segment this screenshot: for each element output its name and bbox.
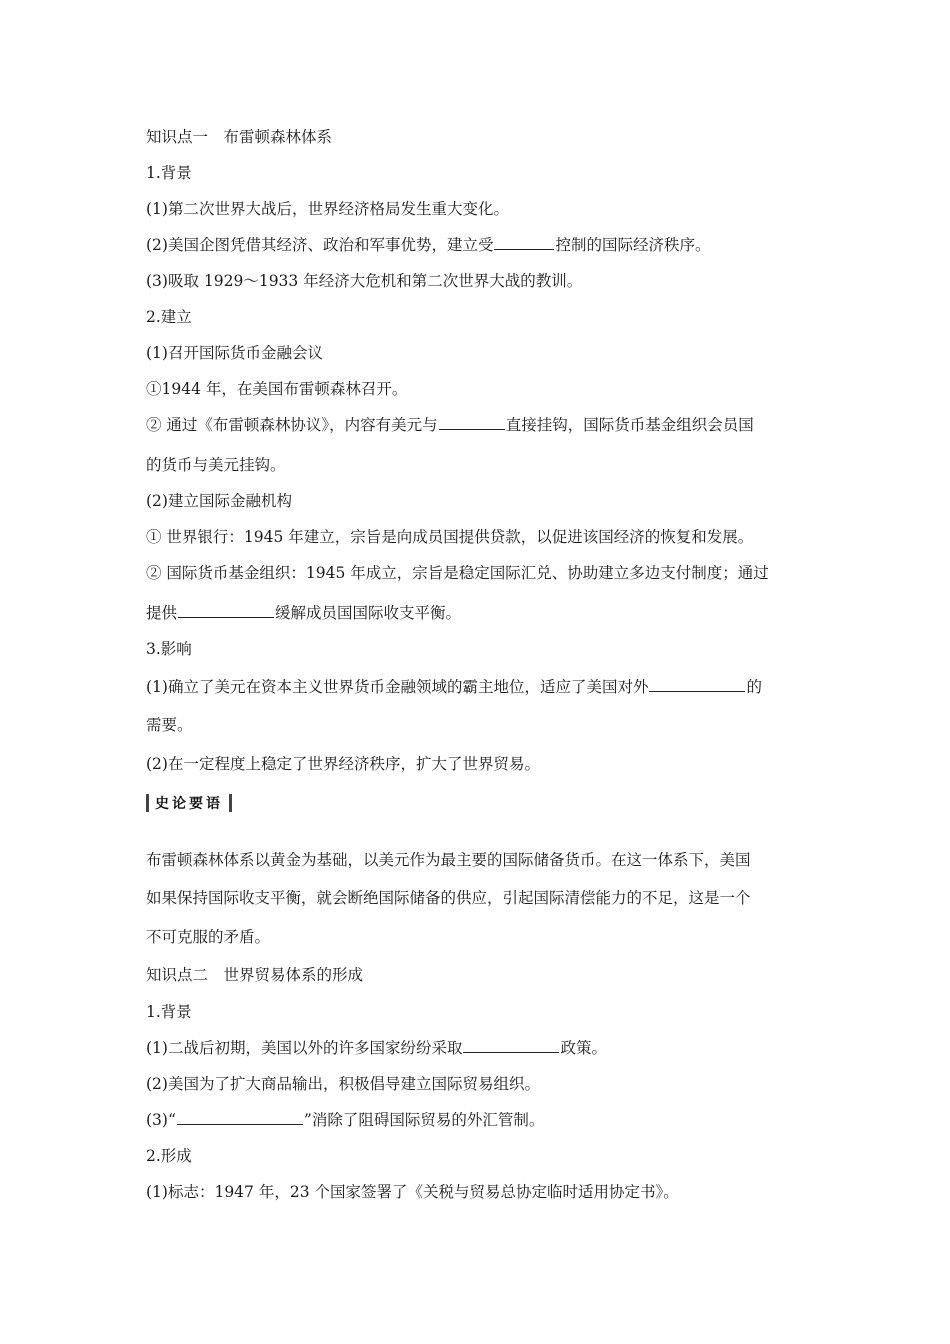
text-segment: 的 — [746, 678, 762, 696]
paragraph-line: 需要。 — [146, 716, 193, 734]
paragraph-line — [146, 677, 810, 697]
text-segment: (1)二战后初期，美国以外的许多国家纷纷采取 — [146, 1039, 463, 1057]
subheading: 3.影响 — [146, 640, 192, 658]
text-segment: 提供 — [146, 604, 178, 622]
text-segment: (2)美国企图凭借其经济、政治和军事优势，建立受 — [146, 236, 494, 254]
fill-in-blank[interactable] — [439, 415, 505, 430]
text-segment: ”消除了阻碍国际贸易的外汇管制。 — [303, 1111, 545, 1129]
paragraph-line: ② 国际货币基金组织：1945 年成立，宗旨是稳定国际汇兑、协助建立多边支付制度；通过 — [146, 564, 769, 582]
quote-line: 不可克服的矛盾。 — [146, 928, 271, 946]
paragraph-line: ①1944 年，在美国布雷顿森林召开。 — [146, 380, 408, 398]
paragraph-line: (3)吸取 1929～1933 年经济大危机和第二次世界大战的教训。 — [146, 272, 583, 290]
paragraph-line — [146, 235, 810, 255]
paragraph-line — [146, 415, 810, 435]
quote-badge — [146, 792, 232, 814]
text-segment: 缓解成员国国际收支平衡。 — [275, 604, 462, 622]
fill-in-blank[interactable] — [177, 1110, 303, 1125]
text-segment: (3)“ — [146, 1111, 176, 1129]
subheading: 2.形成 — [146, 1147, 192, 1165]
paragraph-line: (2)建立国际金融机构 — [146, 492, 292, 510]
badge-bar-right — [229, 794, 232, 812]
paragraph-line: (1)第二次世界大战后，世界经济格局发生重大变化。 — [146, 200, 509, 218]
subheading: 1.背景 — [146, 164, 192, 182]
quote-line: 布雷顿森林体系以黄金为基础，以美元作为最主要的国际储备货币。在这一体系下，美国 — [146, 851, 751, 869]
text-segment: 控制的国际经济秩序。 — [555, 236, 711, 254]
paragraph-line — [146, 1110, 810, 1130]
paragraph-line: (2)美国为了扩大商品输出，积极倡导建立国际贸易组织。 — [146, 1075, 540, 1093]
paragraph-line: 的货币与美元挂钩。 — [146, 456, 286, 474]
paragraph-line: (1)标志：1947 年，23 个国家签署了《关税与贸易总协定临时适用协定书》。 — [146, 1183, 679, 1201]
paragraph-line — [146, 603, 810, 623]
paragraph-line — [146, 1038, 810, 1058]
text-segment: (1)确立了美元在资本主义世界货币金融领域的霸主地位，适应了美国对外 — [146, 678, 649, 696]
badge-label: 史论要语 — [155, 796, 223, 812]
paragraph-line: (1)召开国际货币金融会议 — [146, 344, 323, 362]
paragraph-line: ① 世界银行：1945 年建立，宗旨是向成员国提供贷款，以促进该国经济的恢复和发展。 — [146, 528, 754, 546]
text-segment: 政策。 — [560, 1039, 607, 1057]
fill-in-blank[interactable] — [649, 677, 745, 692]
section-heading: 知识点一 布雷顿森林体系 — [146, 128, 333, 146]
subheading: 1.背景 — [146, 1003, 192, 1021]
section-heading: 知识点二 世界贸易体系的形成 — [146, 966, 364, 984]
paragraph-line: (2)在一定程度上稳定了世界经济秩序，扩大了世界贸易。 — [146, 755, 540, 773]
text-segment: 直接挂钩，国际货币基金组织会员国 — [505, 416, 754, 434]
subheading: 2.建立 — [146, 308, 192, 326]
text-segment: ② 通过《布雷顿森林协议》，内容有美元与 — [146, 416, 438, 434]
fill-in-blank[interactable] — [494, 235, 554, 250]
fill-in-blank[interactable] — [463, 1038, 559, 1053]
quote-line: 如果保持国际收支平衡，就会断绝国际储备的供应，引起国际清偿能力的不足，这是一个 — [146, 889, 751, 907]
fill-in-blank[interactable] — [178, 603, 274, 618]
